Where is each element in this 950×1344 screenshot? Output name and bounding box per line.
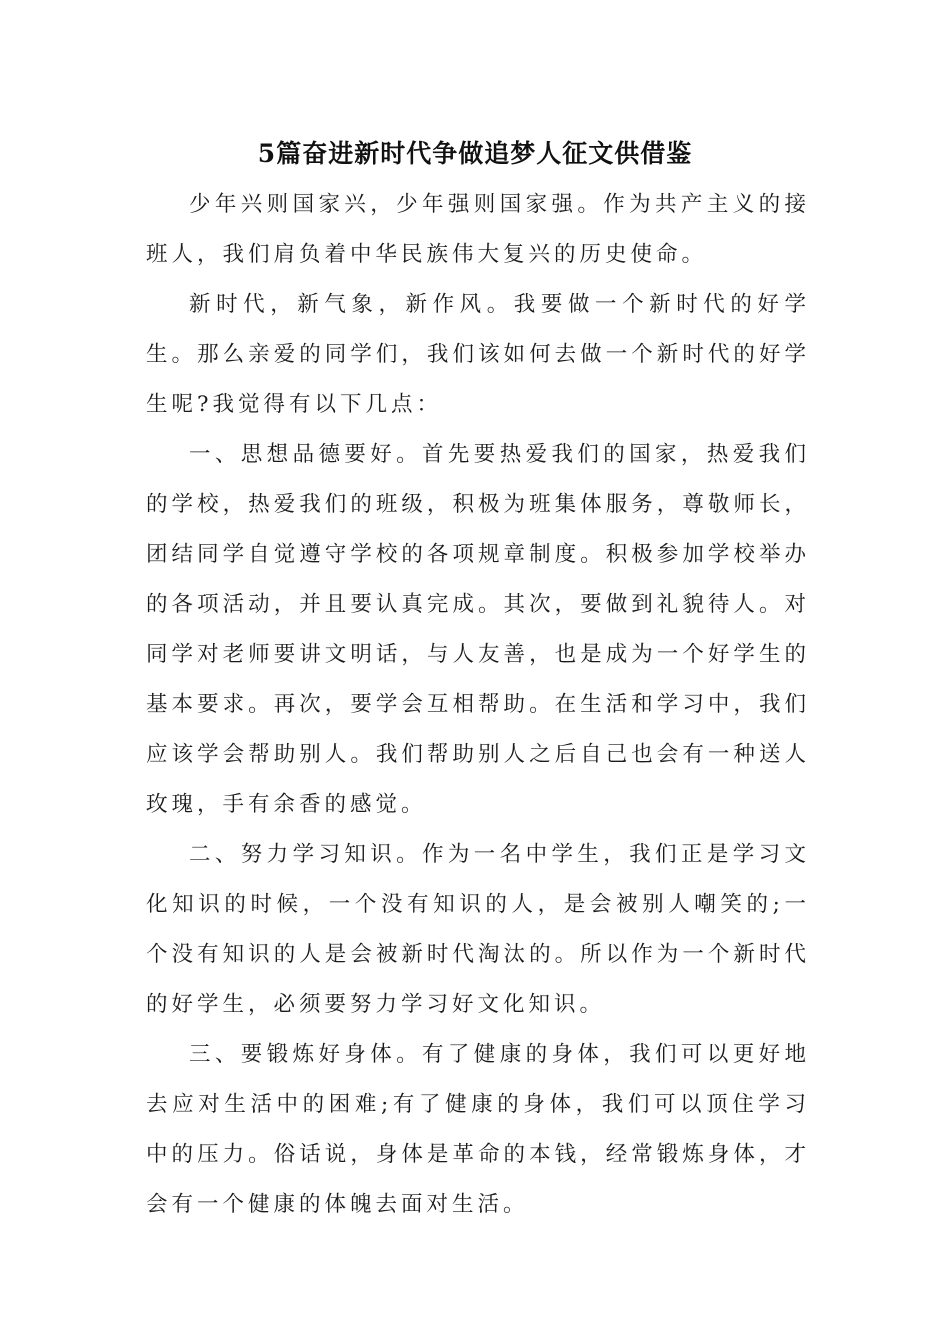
document-title: 5篇奋进新时代争做追梦人征文供借鉴 [257, 139, 693, 168]
paragraph-intro: 少年兴则国家兴，少年强则国家强。作为共产主义的接班人，我们肩负着中华民族伟大复兴的历史使命。 [146, 192, 810, 267]
paragraph-point-one: 一、思想品德要好。首先要热爱我们的国家，热爱我们的学校，热爱我们的班级，积极为班集体服务，尊敬师长，团结同学自觉遵守学校的各项规章制度。积极参加学校举办的各项活动，并且要认真完成。其次，要做到礼貌待人。对同学对老师要讲文明话，与人友善，也是成为一个好学生的基本要求。再次，要学会互相帮助。在生活和学习中，我们应该学会帮助别人。我们帮助别人之后自己也会有一种送人玫瑰，手有余香的感觉。 [146, 442, 810, 817]
paragraph-point-three: 三、要锻炼好身体。有了健康的身体，我们可以更好地去应对生活中的困难;有了健康的身体，我们可以顶住学习中的压力。俗话说，身体是革命的本钱，经常锻炼身体，才会有一个健康的体魄去面对生活。 [146, 1042, 810, 1217]
paragraph-new-era: 新时代，新气象，新作风。我要做一个新时代的好学生。那么亲爱的同学们，我们该如何去做一个新时代的好学生呢?我觉得有以下几点： [146, 292, 810, 417]
document-body [146, 180, 810, 1230]
paragraph-point-two: 二、努力学习知识。作为一名中学生，我们正是学习文化知识的时候，一个没有知识的人，是会被别人嘲笑的;一个没有知识的人是会被新时代淘汰的。所以作为一个新时代的好学生，必须要努力学习好文化知识。 [146, 842, 810, 1017]
